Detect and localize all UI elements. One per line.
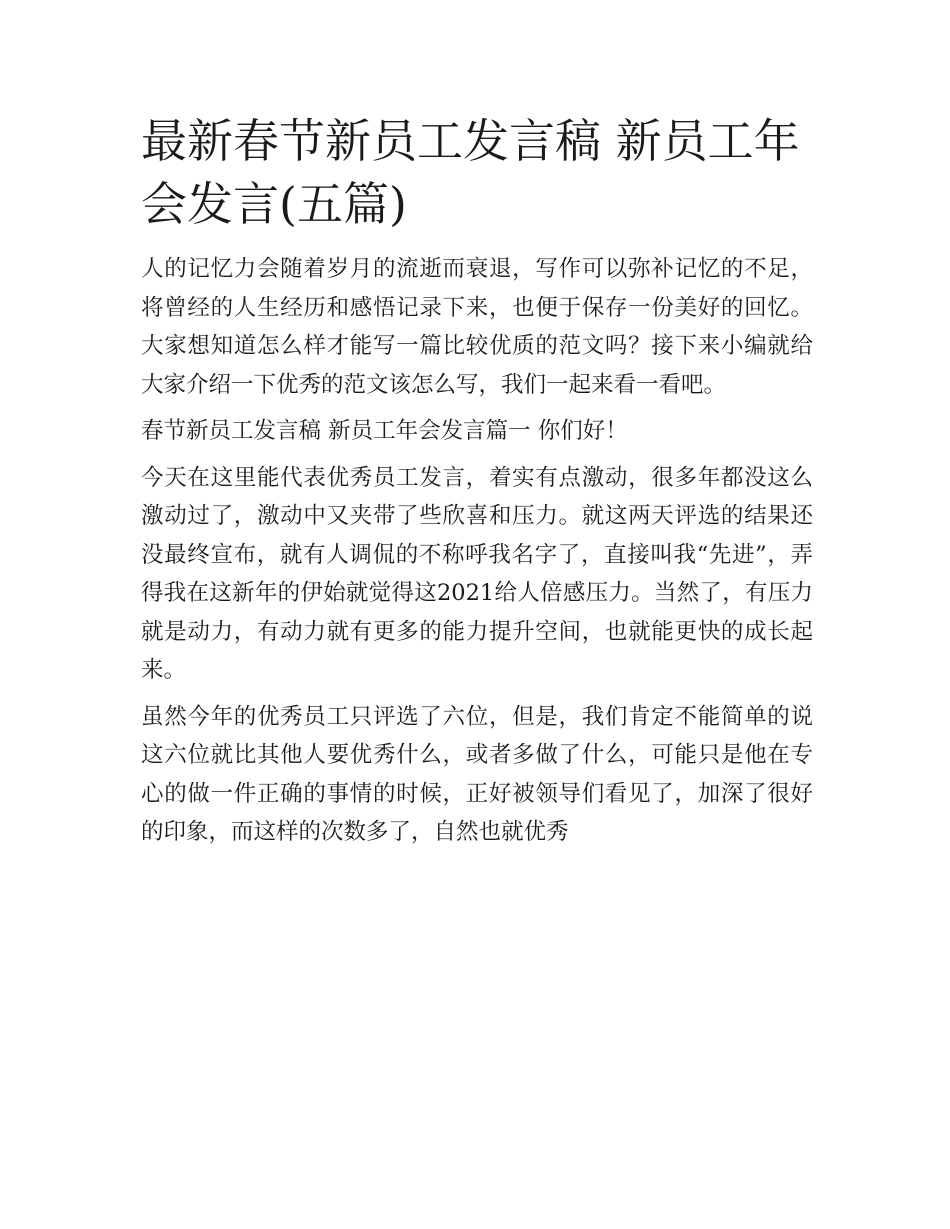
paragraph-section-heading: 春节新员工发言稿 新员工年会发言篇一 你们好！ (141, 418, 628, 444)
paragraph-body-2: 虽然今年的优秀员工只评选了六位，但是，我们肯定不能简单的说这六位就比其他人要优秀什么，或者多做了什么，可能只是他在专心的做一件正确的事情的时候，正好被领导们看见了，加深了很好的印象，而这样的次数多了，自然也就优秀 (141, 703, 813, 845)
paragraph-intro: 人的记忆力会随着岁月的流逝而衰退，写作可以弥补记忆的不足，将曾经的人生经历和感悟记录下来，也便于保存一份美好的回忆。大家想知道怎么样才能写一篇比较优质的范文吗？接下来小编就给大家介绍一下优秀的范文该怎么写，我们一起来看一看吧。 (141, 256, 813, 398)
document-title: 最新春节新员工发言稿 新员工年会发言(五篇) (141, 114, 800, 231)
paragraph-body-1: 今天在这里能代表优秀员工发言，着实有点激动，很多年都没这么激动过了，激动中又夹带了些欣喜和压力。就这两天评选的结果还没最终宣布，就有人调侃的不称呼我名字了，直接叫我“先进”，弄得我在这新年的伊始就觉得这2021给人倍感压力。当然了，有压力就是动力，有动力就有更多的能力提升空间，也就能更快的成长起来。 (141, 464, 813, 683)
document-page (141, 110, 813, 860)
